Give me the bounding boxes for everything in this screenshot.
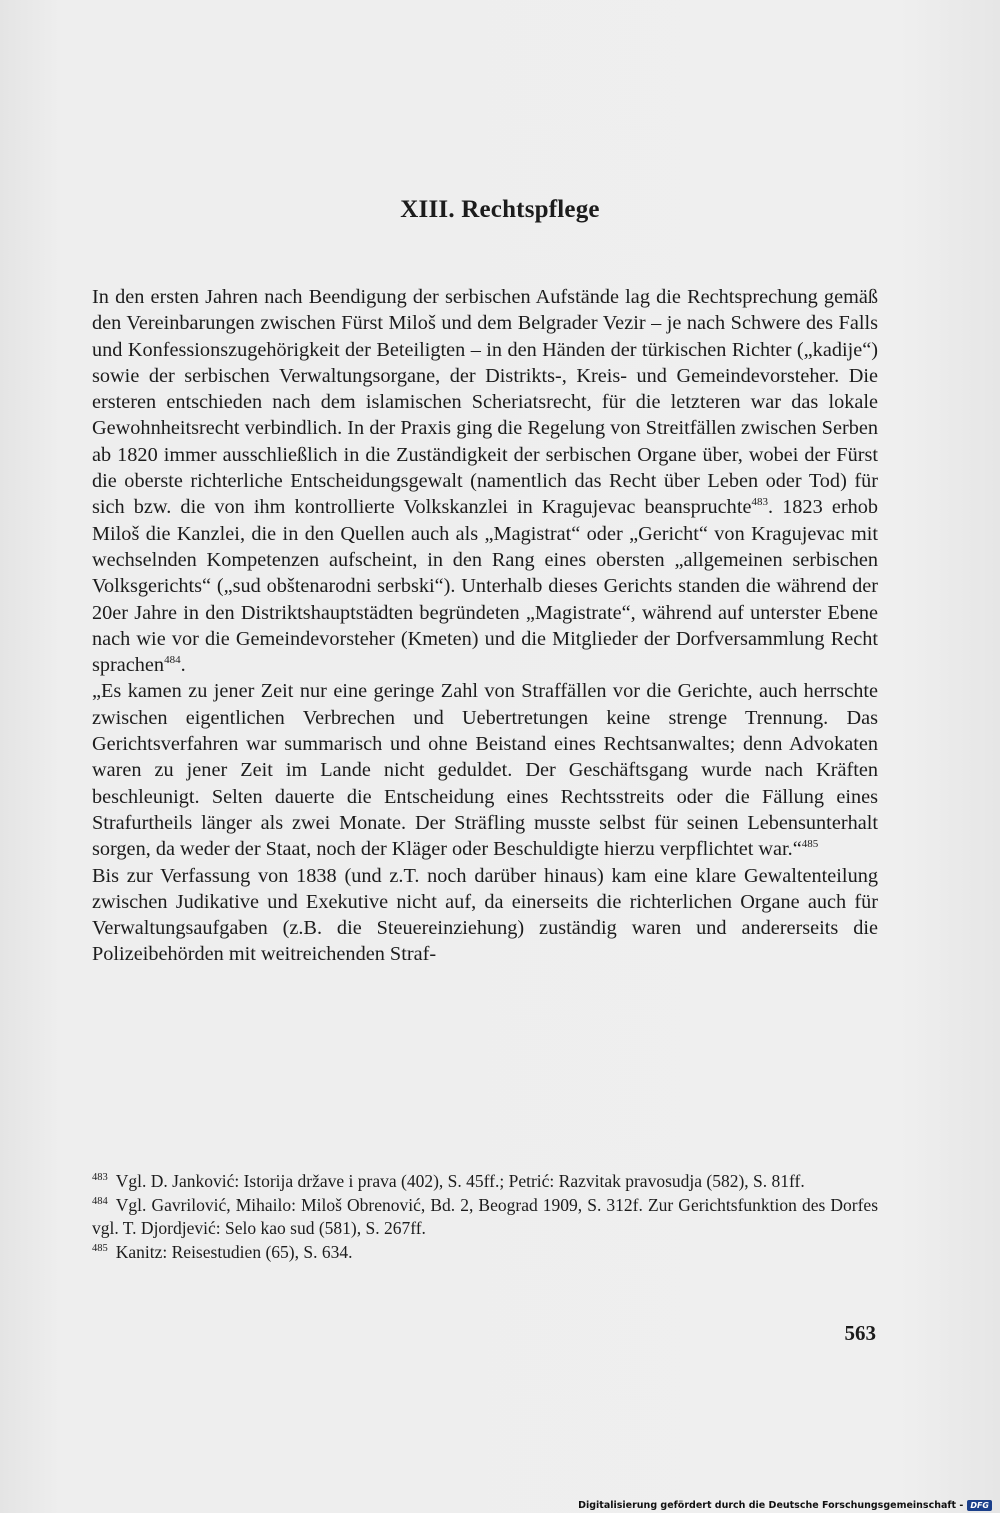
footnote-484 bbox=[92, 1194, 878, 1241]
paragraph-1 bbox=[92, 284, 878, 678]
dfg-logo-icon: DFG bbox=[967, 1500, 992, 1511]
paragraph-quote bbox=[92, 678, 878, 862]
page-number: 563 bbox=[844, 1321, 876, 1345]
paragraph-3 bbox=[92, 863, 878, 968]
digitization-credit bbox=[578, 1500, 992, 1511]
chapter-heading: XIII. Rechtspflege bbox=[400, 196, 600, 223]
credit-text: Digitalisierung gefördert durch die Deutsche Forschungsgemeinschaft - bbox=[578, 1500, 964, 1511]
text-segment: In den ersten Jahren nach Beendigung der serbischen Aufstände lag die Rechtsprechung gemäß den Vereinbarungen zwischen Fürst Miloš und dem Belgrader Vezir – je nach Schwere des Falls und Konfessionszugehörigkeit der Beteiligten – in den Händen der türkischen Richter („kadije“) sowie der serbischen Verwaltungsorgane, der Distrikts-, Kreis- und Gemeindevorsteher. Die ersteren entschieden nach dem islamischen Scheriatsrecht, für die letzteren war das lokale Gewohnheitsrecht verbindlich. In der Praxis ging die Regelung von Streitfällen zwischen Serben ab 1820 immer ausschließlich in die Zuständigkeit der serbischen Organe über, wobei der Fürst die oberste richterliche Entscheidungsgewalt (namentlich das Recht über Leben oder Tod) für sich bzw. die von ihm kontrollierte Volkskanzlei in Kragujevac beanspruchte bbox=[92, 286, 878, 519]
footnote-483 bbox=[92, 1170, 878, 1194]
footnotes bbox=[92, 1170, 878, 1264]
footnote-text: Vgl. D. Janković: Istorija države i prava (402), S. 45ff.; Petrić: Razvitak pravosudja (582), S. 81ff. bbox=[115, 1171, 805, 1191]
footnote-reference-485: 485 bbox=[801, 838, 819, 851]
text-segment: . 1823 erhob Miloš die Kanzlei, die in den Quellen auch als „Magistrat“ oder „Gericht“ von Kragujevac mit wechselnden Kompetenzen aufscheint, in den Rang eines obersten „allgemeinen serbischen Volksgerichts“ („sud obštenarodni serbski“). Unterhalb dieses Gerichts standen die während der 20er Jahre in den Distriktshauptstädten begründeten „Magistrate“, während auf unterster Ebene nach wie vor die Gemeindevorsteher (Kmeten) und die Mitglieder der Dorfversammlung Recht sprachen bbox=[92, 496, 878, 677]
footnote-reference-484: 484 bbox=[164, 654, 181, 667]
footnote-text: Kanitz: Reisestudien (65), S. 634. bbox=[115, 1241, 353, 1262]
footnote-number: 484 bbox=[92, 1195, 108, 1207]
text-segment: Bis zur Verfassung von 1838 (und z.T. noch darüber hinaus) kam eine klare Gewaltenteilung zwischen Judikative und Exekutive nicht auf, da einerseits die richterlichen Organe auch für Verwaltungsaufgaben (z.B. die Steuereinziehung) zuständig waren und andererseits die Polizeibehörden mit weitreichenden Straf- bbox=[92, 864, 878, 966]
text-segment: „Es kamen zu jener Zeit nur eine geringe Zahl von Straffällen vor die Gerichte, auch herrschte zwischen eigentlichen Verbrechen und Uebertretungen keine strenge Trennung. Das Gerichtsverfahren war summarisch und ohne Beistand eines Rechtsanwaltes; denn Advokaten waren zu jener Zeit im Lande nicht geduldet. Der Geschäftsgang wurde nach Kräften beschleunigt. Selten dauerte die Entscheidung eines Rechtsstreits oder die Fällung eines Strafurtheils länger als zwei Monate. Der Sträfling musste selbst für seinen Lebensunterhalt sorgen, da weder der Staat, noch der Kläger oder Beschuldigte hierzu verpflichtet war.“ bbox=[92, 680, 878, 861]
footnote-485 bbox=[92, 1241, 878, 1265]
footnote-number: 483 bbox=[92, 1172, 108, 1184]
footnote-reference-483: 483 bbox=[751, 496, 768, 509]
show-through-texture bbox=[92, 88, 902, 288]
text-segment: . bbox=[180, 654, 186, 677]
footnote-number: 485 bbox=[92, 1242, 108, 1254]
body-text bbox=[92, 284, 878, 968]
footnote-text: Vgl. Gavrilović, Mihailo: Miloš Obrenović, Bd. 2, Beograd 1909, S. 312f. Zur Gerichtsfunktion des Dorfes vgl. T. Djordjević: Selo kao sud (581), S. 267ff. bbox=[92, 1194, 878, 1238]
